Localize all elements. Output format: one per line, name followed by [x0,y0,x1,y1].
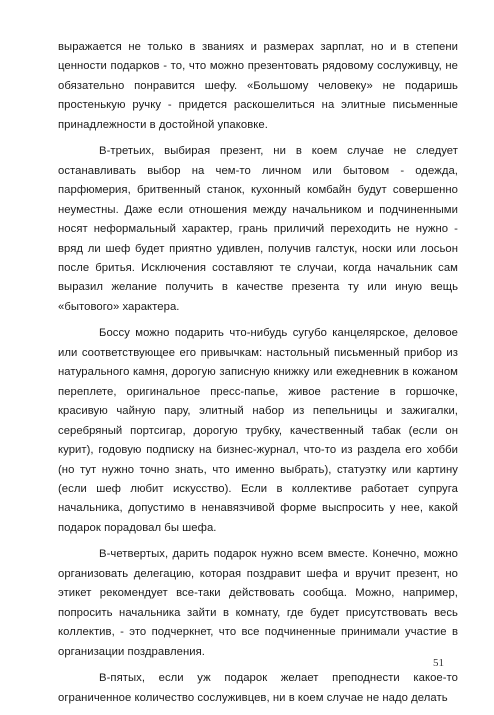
page-number: 51 [433,657,444,669]
paragraph-2: В-третьих, выбирая презент, ни в коем случае не следует останавливать выбор на чем-то личном или бытовом - одежда, парфюмерия, бритвенный станок, кухонный комбайн будут совершенно неуместны. Даже если отношения между начальником и подчиненными носят неформальный характер, грань приличий переходить не нужно - вряд ли шеф будет приятно удивлен, получив галстук, носки или лосьон после бритья. Исключения составляют те случаи, когда начальник сам выразил желание получить в качестве презента ту или иную вещь «бытового» характера. [58,145,458,313]
paragraph-4: В-четвертых, дарить подарок нужно всем вместе. Конечно, можно организовать делегацию, которая поздравит шефа и вручит презент, но этикет рекомендует все-таки действовать сообща. Можно, например, попросить начальника зайти в комнату, где будет присутствовать весь коллектив, - это подчеркнет, что все подчиненные принимали участие в организации поздравления. [58,548,458,658]
paragraph-1: выражается не только в званиях и размерах зарплат, но и в степени ценности подарков - то, что можно презентовать рядовому сослуживцу, не обязательно понравится шефу. «Большому человеку» не подаришь простенькую ручку - придется раскошелиться на элитные письменные принадлежности в достойной упаковке. [58,41,458,131]
paragraph-3: Боссу можно подарить что-нибудь сугубо канцелярское, деловое или соответствующее его привычкам: настольный письменный прибор из натурального камня, дорогую записную книжку или ежедневник в кожаном переплете, оригинальное пресс-папье, живое растение в горшочке, красивую чайную пару, элитный набор из пепельницы и зажигалки, серебряный портсигар, дорогую трубку, качественный табак (если он курит), годовую подписку на бизнес-журнал, что-то из раздела его хобби (но тут нужно точно знать, что именно выбрать), статуэтку или картину (если шеф любит искусство). Если в коллективе работает супруга начальника, допустимо в ненавязчивой форме выспросить у нее, какой подарок порадовал бы шефа. [58,327,458,534]
paragraph-5: В-пятых, если уж подарок желает преподнести какое-то ограниченное количество сослуживцев, ни в коем случае не надо делать [58,672,458,704]
body-text [58,38,458,715]
